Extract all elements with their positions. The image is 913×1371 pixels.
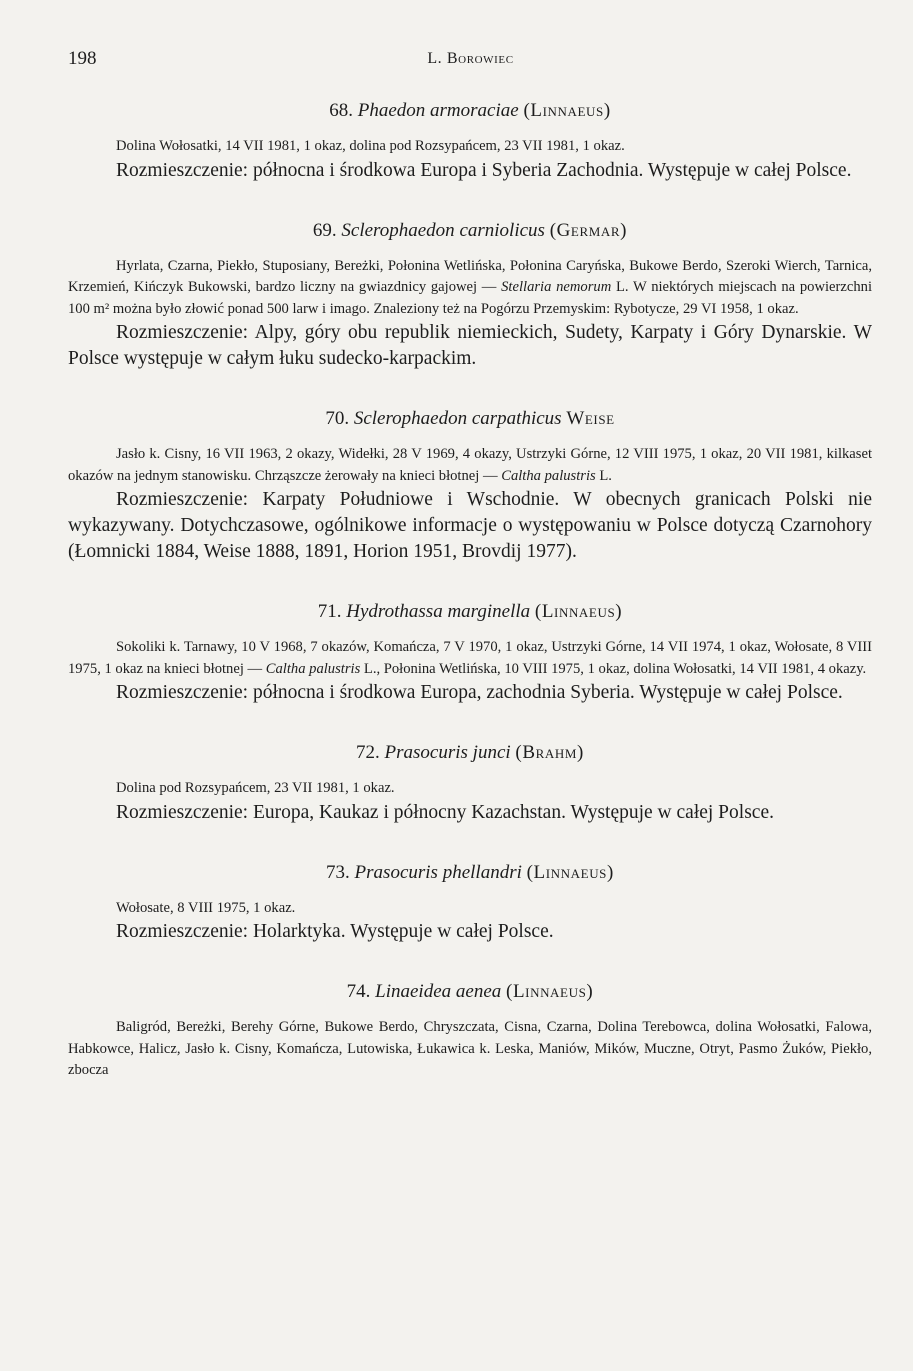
author-name: (Linnaeus) (523, 100, 611, 121)
species-entry-70 (68, 408, 872, 565)
species-entry-71 (68, 601, 872, 706)
localities-text: Baligród, Bereżki, Berehy Górne, Bukowe Berdo, Chryszczata, Cisna, Czarna, Dolina Terebowca, dolina Wołosatki, Falowa, Habkowce, Halicz, Jasło k. Cisny, Komańcza, Lutowiska, Łukawica k. Leska, Maniów, Mików, Muczne, Otryt, Pasmo Żuków, Piekło, zbocza (68, 1019, 872, 1078)
entry-title (68, 601, 872, 623)
entry-number: 71. (317, 601, 342, 622)
page-content (68, 92, 872, 1082)
species-entry-68 (68, 100, 872, 184)
entry-title (68, 742, 872, 764)
species-name: aenea (455, 981, 502, 1002)
plant-name: Stellaria nemorum (501, 279, 612, 295)
entry-title (68, 862, 872, 884)
species-name: marginella (447, 601, 531, 622)
localities-text: Dolina pod Rozsypańcem, 23 VII 1981, 1 okaz. (116, 780, 395, 796)
entry-title (68, 100, 872, 122)
species-entry-69 (68, 220, 872, 373)
plant-name: Caltha palustris (501, 467, 596, 484)
species-name: junci (472, 742, 511, 763)
genus-name: Sclerophaedon (341, 219, 455, 241)
localities-part: Jasło k. Cisny, 16 VII 1963, 2 okazy, Widełki, 28 V 1969, 4 okazy, Ustrzyki Górne, 12 VIII 1975, 1 okaz, 20 VII 1981, kilkaset okazów na jednym stanowisku. Chrząszcze żerowały na knieci błotnej — (68, 446, 872, 484)
distribution-text: Rozmieszczenie: Holarktyka. Występuje w całej Polsce. (116, 921, 554, 942)
entry-title (68, 981, 872, 1003)
species-name: carniolicus (459, 219, 545, 241)
localities-text (68, 637, 872, 680)
genus-name: Prasocuris (384, 742, 468, 763)
distribution-text: Rozmieszczenie: Alpy, góry obu republik niemieckich, Sudety, Karpaty i Góry Dynarskie. W Polsce występuje w całym łuku sudecko-karpackim. (68, 322, 872, 369)
localities-part: Sokoliki k. Tarnawy, 10 V 1968, 7 okazów, Komańcza, 7 V 1970, 1 okaz, Ustrzyki Górne, 14 VII 1974, 1 okaz, Wołosate, 8 VIII 1975, 1 okaz na knieci błotnej — (68, 639, 872, 677)
species-name: armoraciae (430, 100, 519, 121)
running-title: L. Borowiec (427, 50, 514, 67)
localities-part: L., Połonina Wetlińska, 10 VIII 1975, 1 okaz, dolina Wołosatki, 14 VII 1981, 4 okazy. (360, 660, 867, 677)
localities-part: Hyrlata, Czarna, Piekło, Stuposiany, Bereżki, Połonina Wetlińska, Połonina Caryńska, Bukowe Berdo, Szeroki Wierch, Tarnica, Krzemień, Kińczyk Bukowski, bardzo liczny na gwiazdnicy gajowej — (68, 257, 872, 295)
species-name: carpathicus (471, 408, 562, 429)
entry-title (68, 220, 872, 242)
genus-name: Phaedon (357, 100, 426, 121)
genus-name: Sclerophaedon (353, 408, 468, 429)
page-number: 198 (68, 48, 97, 69)
localities-text: Dolina Wołosatki, 14 VII 1981, 1 okaz, dolina pod Rozsypańcem, 23 VII 1981, 1 okaz. (116, 138, 625, 154)
entry-number: 74. (346, 981, 371, 1002)
entry-number: 73. (326, 861, 350, 883)
entry-number: 70. (325, 408, 350, 429)
author-name: (Linnaeus) (526, 861, 614, 883)
species-entry-73 (68, 862, 872, 946)
genus-name: Hydrothassa (346, 601, 443, 622)
page-header (68, 44, 873, 74)
species-entry-72 (68, 742, 872, 826)
author-name: (Brahm) (515, 742, 584, 763)
genus-name: Linaeidea (375, 981, 452, 1002)
entry-number: 68. (329, 100, 353, 121)
entry-title (68, 408, 872, 430)
localities-part: L. W niektórych miejscach na powierzchni 100 m² można było złowić ponad 500 larw i imago. Znaleziony też na Pogórzu Przemyskim: Rybotycze, 29 VI 1958, 1 okaz. (68, 279, 873, 317)
localities-part: L. (595, 467, 612, 484)
distribution-text: Rozmieszczenie: północna i środkowa Europa, zachodnia Syberia. Występuje w całej Polsce. (116, 682, 843, 703)
author-name: (Germar) (549, 219, 628, 241)
genus-name: Prasocuris (354, 861, 438, 883)
distribution-text: Rozmieszczenie: Karpaty Południowe i Wschodnie. W obecnych granicach Polski nie wykazywany. Dotychczasowe, ogólnikowe informacje o występowaniu w Polsce dotyczą Czarnohory (Łomnicki 1884, Weise 1888, 1891, Horion 1951, Brovdij 1977). (68, 489, 872, 562)
author-name: (Linnaeus) (506, 981, 594, 1002)
distribution-text: Rozmieszczenie: północna i środkowa Europa i Syberia Zachodnia. Występuje w całej Polsce. (116, 159, 852, 181)
entry-number: 72. (356, 742, 380, 763)
localities-text: Wołosate, 8 VIII 1975, 1 okaz. (116, 899, 296, 916)
plant-name: Caltha palustris (265, 660, 361, 677)
localities-text (68, 444, 872, 487)
author-name: Weise (566, 408, 615, 429)
species-name: phellandri (442, 861, 522, 883)
species-entry-74 (68, 981, 872, 1082)
localities-text (68, 256, 872, 321)
entry-number: 69. (312, 219, 337, 241)
distribution-text: Rozmieszczenie: Europa, Kaukaz i północny Kazachstan. Występuje w całej Polsce. (116, 801, 774, 823)
author-name: (Linnaeus) (534, 601, 623, 622)
